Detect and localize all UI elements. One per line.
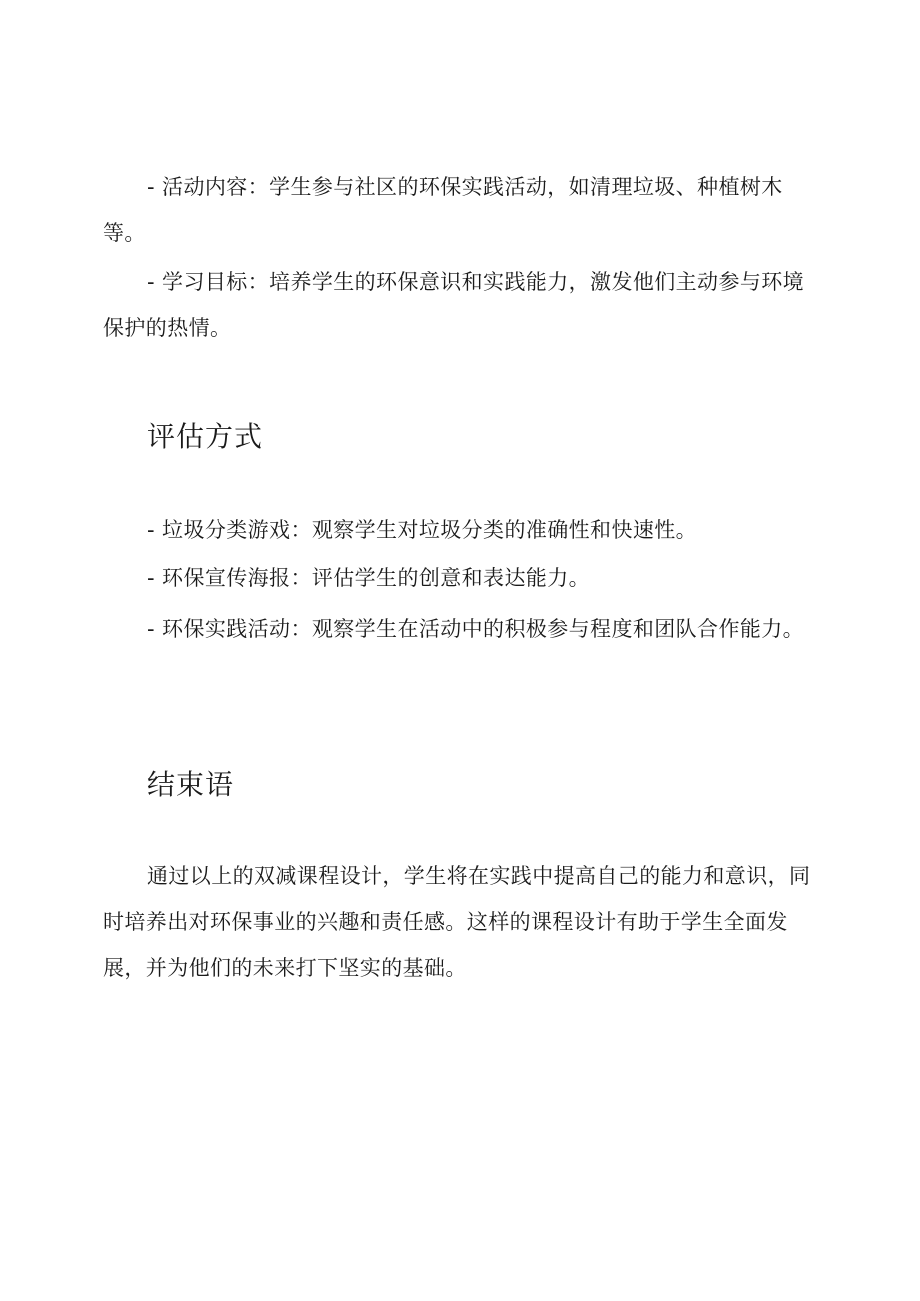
evaluation-item-poster: - 环保宣传海报：评估学生的创意和表达能力。 <box>147 566 591 590</box>
evaluation-item-sorting-game: - 垃圾分类游戏：观察学生对垃圾分类的准确性和快速性。 <box>147 518 698 542</box>
activity-content-item: - 活动内容：学生参与社区的环保实践活动，如清理垃圾、种植树木等。 <box>103 175 783 245</box>
evaluation-item-practice: - 环保实践活动：观察学生在活动中的积极参与程度和团队合作能力。 <box>147 617 805 641</box>
evaluation-heading: 评估方式 <box>147 420 264 453</box>
conclusion-heading: 结束语 <box>147 768 235 801</box>
conclusion-body: 通过以上的双减课程设计，学生将在实践中提高自己的能力和意识，同时培养出对环保事业的兴趣和责任感。这样的课程设计有助于学生全面发展，并为他们的未来打下坚实的基础。 <box>103 864 811 980</box>
learning-goal-item: - 学习目标：培养学生的环保意识和实践能力，激发他们主动参与环境保护的热情。 <box>103 270 805 340</box>
